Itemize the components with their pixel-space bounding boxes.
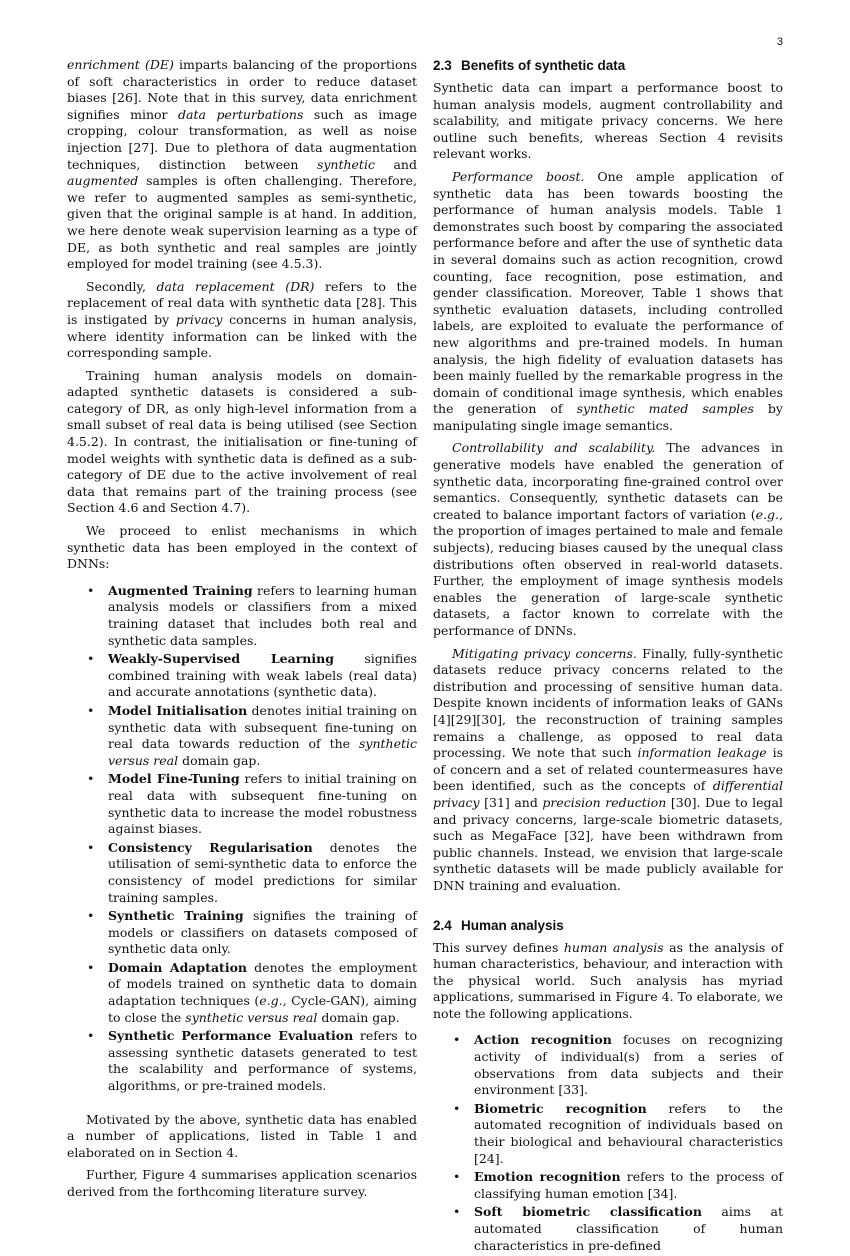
text-run: concerns in human analysis, where identity information can be linked with the corresponding sample. xyxy=(67,311,417,361)
list-item-synthetic-training xyxy=(67,908,417,958)
paragraph-benefits-intro: Synthetic data can impart a performance boost to human analysis models, augment controllability and scalability, and mitigate privacy concerns. We here outline such benefits, whereas Section 4 revisits relevant works. xyxy=(433,80,783,162)
bold-term: Soft biometric classification xyxy=(474,1204,702,1220)
italic-term: data replacement (DR) xyxy=(156,278,315,294)
paragraph-privacy xyxy=(433,646,783,895)
list-item-biometric-recognition xyxy=(433,1101,783,1167)
list-item-weakly-supervised xyxy=(67,651,417,701)
paragraph-human-analysis-def xyxy=(433,940,783,1023)
text-run: domain gap. xyxy=(178,752,261,768)
text-run: refers to learning human analysis models or classifiers from a mixed training dataset that includes both real and synthetic data samples. xyxy=(108,582,417,648)
list-item-emotion-recognition xyxy=(433,1169,783,1202)
text-run: [31] and xyxy=(479,794,543,810)
text-run: This survey defines xyxy=(433,939,564,955)
section-title: Human analysis xyxy=(461,917,564,933)
text-run: The advances in generative models have enabled the generation of synthetic data, incorporating fine-grained control over semantics. Consequently, synthetic datasets can be created to balance important factors of variation ( xyxy=(433,440,783,522)
bold-term: Augmented Training xyxy=(108,582,253,598)
text-run: and xyxy=(374,156,417,172)
paragraph-performance-boost xyxy=(433,169,783,435)
bold-term: Emotion recognition xyxy=(474,1169,621,1185)
italic-term: human analysis xyxy=(563,939,664,955)
text-run: by manipulating single image semantics. xyxy=(433,401,783,433)
paragraph-controllability xyxy=(433,440,783,639)
italic-term: synthetic mated samples xyxy=(576,401,754,417)
text-run: refers to assessing synthetic datasets generated to test the scalability and performance of systems, algorithms, or pre-trained models. xyxy=(108,1028,417,1094)
list-item-model-fine-tuning xyxy=(67,771,417,837)
page-number: 3 xyxy=(776,36,783,48)
paragraph-mechanisms-intro: We proceed to enlist mechanisms in which synthetic data has been employed in the context of DNNs: xyxy=(67,523,417,572)
bold-term: Domain Adaptation xyxy=(108,959,247,975)
section-heading-human-analysis xyxy=(433,917,783,934)
text-run: focuses on recognizing activity of individual(s) from a series of observations from data subjects and their environment [33]. xyxy=(474,1032,783,1098)
italic-term: augmented xyxy=(67,173,139,189)
italic-term: synthetic versus real xyxy=(108,736,417,768)
list-item-consistency-regularisation xyxy=(67,840,417,906)
italic-lead: Mitigating privacy concerns. xyxy=(452,645,637,661)
text-run: as the analysis of human characteristics, behaviour, and interaction with the physical world. Such analysis has myriad applications, summarised in Figure 4. To elaborate, we note the following applications. xyxy=(433,939,783,1021)
text-run: [30]. Due to legal and privacy concerns, large-scale biometric datasets, such as MegaFace [32], have been withdrawn from public channels. Instead, we envision that large-scale synthetic datasets will be made publicly available for DNN training and evaluation. xyxy=(433,794,783,893)
italic-term: privacy xyxy=(175,311,223,327)
text-run: denotes the utilisation of semi-synthetic data to enforce the consistency of model predictions for similar training samples. xyxy=(108,839,417,905)
italic-term: differential privacy xyxy=(433,778,783,810)
section-number: 2.3 xyxy=(433,58,452,73)
italic-term: synthetic versus real xyxy=(185,1009,318,1025)
italic-term: data perturbations xyxy=(178,106,304,122)
paragraph-domain-adapted: Training human analysis models on domain-adapted synthetic datasets is considered a sub-category of DR, as only high-level information from a small subset of real data is being utilised (see Section 4.5.2). In contrast, the initialisation or fine-tuning of model weights with synthetic data is defined as a sub-category of DE due to the active involvement of real data that remains part of the training process (see Section 4.6 and Section 4.7). xyxy=(67,367,417,516)
bold-term: Model Fine-Tuning xyxy=(108,771,240,787)
text-run: denotes the employment of models trained on synthetic data to domain adaptation techniques ( xyxy=(108,959,417,1009)
section-title: Benefits of synthetic data xyxy=(461,58,626,73)
list-item-synthetic-performance-evaluation xyxy=(67,1028,417,1094)
text-run: One ample application of synthetic data has been towards boosting the performance of human analysis models. Table 1 demonstrates such boost by comparing the associated performance before and after the use of synthetic data in several domains such as action recognition, crowd counting, face recognition, pose estimation, and gender classification. Moreover, Table 1 shows that synthetic evaluation datasets, including controlled labels, are exploited to evaluate the performance of new algorithms and pre-trained models. In human analysis, the high fidelity of evaluation datasets has been mainly fuelled by the remarkable progress in the domain of conditional image synthesis, which enables the generation of xyxy=(433,168,783,417)
list-item-action-recognition xyxy=(433,1032,783,1098)
text-run: Cycle-GAN), aiming to close the xyxy=(108,993,417,1025)
left-column xyxy=(67,57,417,1201)
italic-lead: Performance boost. xyxy=(452,168,585,184)
bold-term: Weakly-Supervised Learning xyxy=(108,651,334,667)
text-run: refers to the automated recognition of individuals based on their biological and behavioural characteristics [24]. xyxy=(474,1100,783,1166)
text-run: refers to the replacement of real data with synthetic data [28]. This is instigated by xyxy=(67,278,417,327)
text-run: refers to the process of classifying human emotion [34]. xyxy=(474,1169,783,1201)
list-item-model-initialisation xyxy=(67,703,417,769)
text-run: imparts balancing of the proportions of soft characteristics in order to reduce dataset biases [26]. Note that in this survey, data enrichment signifies minor xyxy=(67,57,418,122)
bold-term: Synthetic Performance Evaluation xyxy=(108,1028,354,1044)
text-run: the proportion of images pertained to male and female subjects), reducing biases caused by the unequal class distributions often observed in real-world datasets. Further, the employment of image synthesis models enables the generation of large-scale synthetic datasets, a factor known to correlate with the performance of DNNs. xyxy=(433,523,783,638)
list-item-domain-adaptation xyxy=(67,960,417,1026)
text-run: signifies the training of models or classifiers on datasets composed of synthetic data only. xyxy=(108,908,418,957)
text-run: Secondly, xyxy=(86,278,157,294)
section-number: 2.4 xyxy=(433,917,452,933)
italic-term: e.g., xyxy=(755,506,783,522)
text-run: signifies combined training with weak labels (real data) and accurate annotations (synthetic data). xyxy=(108,651,417,700)
italic-lead: Controllability and scalability. xyxy=(452,440,656,456)
paragraph-data-enrichment xyxy=(67,57,417,273)
text-run: refers to initial training on real data with subsequent fine-tuning on synthetic data to increase the model robustness against biases. xyxy=(108,771,417,837)
paragraph-figure-summary: Further, Figure 4 summarises application scenarios derived from the forthcoming literature survey. xyxy=(67,1167,417,1199)
text-run: aims at automated classification of human characteristics in pre-defined xyxy=(474,1204,783,1253)
italic-term: precision reduction xyxy=(542,794,667,810)
text-run: is of concern and a set of related countermeasures have been identified, such as the concepts of xyxy=(433,745,783,794)
right-column xyxy=(433,57,783,1256)
text-run: denotes initial training on synthetic data with subsequent fine-tuning on real data towards reduction of the xyxy=(108,702,417,752)
bold-term: Model Initialisation xyxy=(108,702,248,718)
paragraph-data-replacement xyxy=(67,279,417,362)
italic-term: enrichment (DE) xyxy=(67,57,174,72)
italic-term: e.g., xyxy=(259,993,287,1009)
applications-list xyxy=(433,1032,783,1254)
bold-term: Action recognition xyxy=(474,1032,612,1048)
bold-term: Consistency Regularisation xyxy=(108,839,313,855)
bold-term: Biometric recognition xyxy=(474,1100,647,1116)
text-run: such as image cropping, colour transformation, as well as noise injection [27]. Due to plethora of data augmentation techniques, distinction between xyxy=(67,106,418,172)
paragraph-applications: Motivated by the above, synthetic data has enabled a number of applications, listed in Table 1 and elaborated on in Section 4. xyxy=(67,1111,417,1160)
italic-term: synthetic xyxy=(316,156,375,172)
list-item-augmented-training xyxy=(67,583,417,649)
text-run: samples is often challenging. Therefore, we refer to augmented samples as semi-synthetic, given that the original sample is at hand. In addition, we here denote weak supervision learning as a type of DE, as both synthetic and real samples are jointly employed for model training (see 4.5.3). xyxy=(67,173,417,272)
text-run: Finally, fully-synthetic datasets reduce privacy concerns related to the distribution and processing of sensitive human data. Despite known incidents of information leaks of GANs [4][29][30], the reconstruction of training samples remains a challenge, as opposed to real data processing. We note that such xyxy=(433,645,783,761)
text-run: domain gap. xyxy=(317,1009,400,1025)
bold-term: Synthetic Training xyxy=(108,908,244,924)
section-heading-benefits xyxy=(433,57,783,74)
italic-term: information leakage xyxy=(637,745,767,761)
mechanisms-list xyxy=(67,583,417,1095)
list-item-soft-biometric xyxy=(433,1204,783,1254)
